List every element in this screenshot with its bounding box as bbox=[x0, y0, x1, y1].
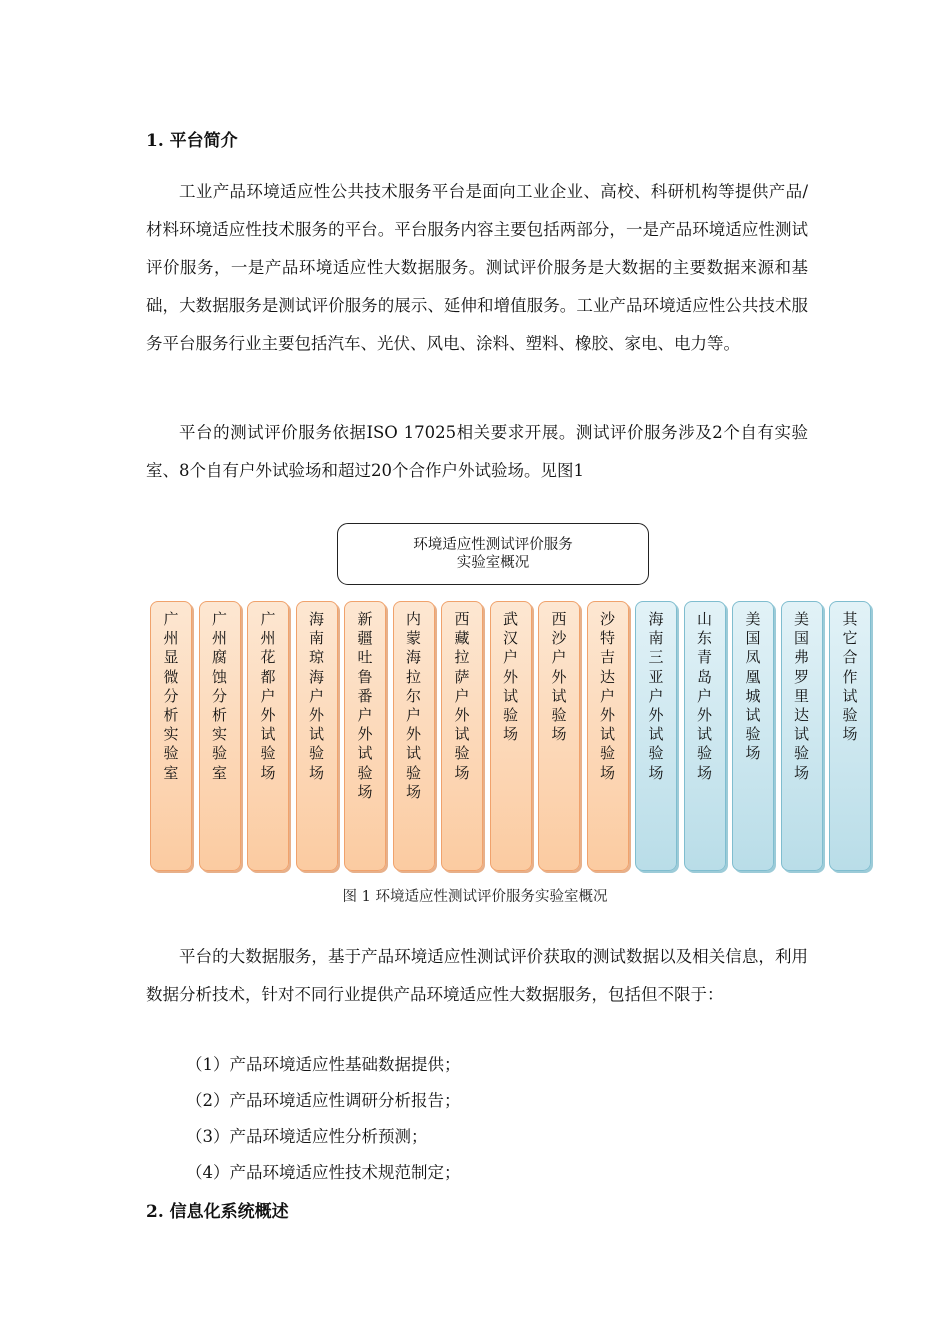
lab-column-label: 广 州 腐 蚀 分 析 实 验 室 bbox=[211, 610, 227, 782]
lab-column bbox=[199, 601, 241, 871]
lab-column bbox=[393, 601, 435, 871]
lab-column-label: 新 疆 吐 鲁 番 户 外 试 验 场 bbox=[357, 610, 373, 801]
lab-column bbox=[587, 601, 629, 871]
lab-column-label: 西 藏 拉 萨 户 外 试 验 场 bbox=[454, 610, 470, 782]
lab-column-label: 广 州 显 微 分 析 实 验 室 bbox=[163, 610, 179, 782]
lab-column-label: 其 它 合 作 试 验 场 bbox=[842, 610, 858, 744]
lab-column bbox=[247, 601, 289, 871]
lab-column bbox=[684, 601, 726, 871]
lab-column-label: 武 汉 户 外 试 验 场 bbox=[502, 610, 518, 744]
lab-column bbox=[829, 601, 871, 871]
bigdata-item: （4）产品环境适应性技术规范制定； bbox=[186, 1163, 461, 1182]
intro-paragraph: 工业产品环境适应性公共技术服务平台是面向工业企业、高校、科研机构等提供产品/材料环境适应性技术服务的平台。平台服务内容主要包括两部分，一是产品环境适应性测试评价服务，一是产品环境适应性大数据服务。测试评价服务是大数据的主要数据来源和基础，大数据服务是测试评价服务的展示、延伸和增值服务。工业产品环境适应性公共技术服务平台服务行业主要包括汽车、光伏、风电、涂料、塑料、橡胶、家电、电力等。 bbox=[146, 182, 808, 353]
figure-caption: 图 1 环境适应性测试评价服务实验室概况 bbox=[342, 889, 608, 905]
lab-column bbox=[635, 601, 677, 871]
lab-column-label: 海 南 琼 海 户 外 试 验 场 bbox=[308, 610, 324, 782]
lab-column bbox=[441, 601, 483, 871]
lab-column-label: 西 沙 户 外 试 验 场 bbox=[551, 610, 567, 744]
lab-column bbox=[781, 601, 823, 871]
lab-column bbox=[490, 601, 532, 871]
lab-column-label: 海 南 三 亚 户 外 试 验 场 bbox=[648, 610, 664, 782]
lab-column-label: 美 国 弗 罗 里 达 试 验 场 bbox=[793, 610, 809, 782]
testing-paragraph: 平台的测试评价服务依据ISO 17025相关要求开展。测试评价服务涉及2个自有实验室、8个自有户外试验场和超过20个合作户外试验场。见图1 bbox=[146, 423, 808, 480]
bigdata-item: （1）产品环境适应性基础数据提供； bbox=[186, 1055, 461, 1074]
lab-column bbox=[732, 601, 774, 871]
lab-column-label: 美 国 凤 凰 城 试 验 场 bbox=[745, 610, 761, 763]
top-box-line1: 环境适应性测试评价服务 bbox=[413, 537, 573, 553]
lab-column-label: 内 蒙 海 拉 尔 户 外 试 验 场 bbox=[405, 610, 421, 801]
lab-column bbox=[150, 601, 192, 871]
bigdata-paragraph: 平台的大数据服务，基于产品环境适应性测试评价获取的测试数据以及相关信息，利用数据分析技术，针对不同行业提供产品环境适应性大数据服务，包括但不限于： bbox=[146, 947, 808, 1004]
lab-column-label: 山 东 青 岛 户 外 试 验 场 bbox=[696, 610, 712, 782]
figure-top-box bbox=[337, 523, 649, 585]
section2-heading: 2. 信息化系统概述 bbox=[146, 1202, 289, 1222]
lab-column-label: 沙 特 吉 达 户 外 试 验 场 bbox=[599, 610, 615, 782]
bigdata-item: （2）产品环境适应性调研分析报告； bbox=[186, 1091, 461, 1110]
lab-column-label: 广 州 花 都 户 外 试 验 场 bbox=[260, 610, 276, 782]
lab-column bbox=[344, 601, 386, 871]
bigdata-item: （3）产品环境适应性分析预测； bbox=[186, 1127, 428, 1146]
lab-column bbox=[296, 601, 338, 871]
section1-heading: 1. 平台简介 bbox=[146, 131, 238, 151]
lab-column bbox=[538, 601, 580, 871]
top-box-line2: 实验室概况 bbox=[456, 555, 530, 571]
